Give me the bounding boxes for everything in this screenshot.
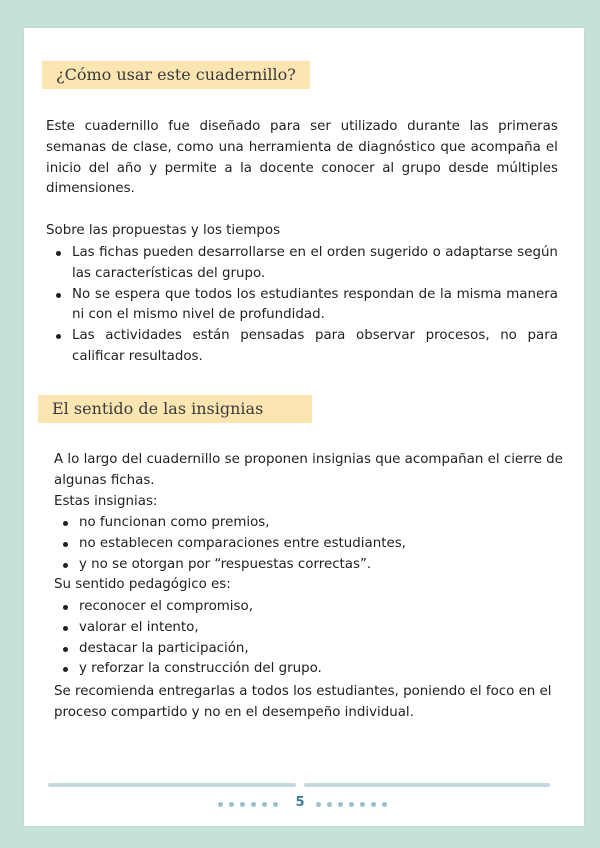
intro-line: semanas de clase, como una herramienta de diagnóstico que acompaña el: [46, 139, 558, 155]
list-item: valorar el intento,: [79, 618, 322, 639]
closing-paragraph: [54, 682, 552, 724]
list-item-line: calificar resultados.: [72, 348, 203, 364]
dot-icon: [349, 802, 354, 807]
bullet-icon: [56, 293, 61, 298]
bullet-icon: [63, 647, 68, 652]
section-heading-how-to-use: ¿Cómo usar este cuadernillo?: [42, 61, 310, 89]
dot-icon: [240, 802, 245, 807]
footer-divider-left: [48, 783, 296, 787]
badges-intro-line: algunas fichas.: [54, 472, 155, 488]
dot-icon: [218, 802, 223, 807]
badges-intro-line: A lo largo del cuadernillo se proponen insignias que acompañan el cierre de: [54, 452, 563, 467]
intro-line: inicio del año y permite a la docente conocer al grupo desde múltiples: [46, 160, 558, 176]
dot-icon: [316, 802, 321, 807]
bullet-icon: [63, 521, 68, 526]
bullet-icon: [63, 563, 68, 568]
list-item-line: Las fichas pueden desarrollarse en el orden sugerido o adaptarse según: [72, 245, 558, 260]
dot-icon: [371, 802, 376, 807]
subheading-proposals: Sobre las propuestas y los tiempos: [46, 223, 281, 238]
list-item: [72, 285, 558, 327]
list-item-line: Las actividades están pensadas para observar procesos, no para: [72, 328, 558, 344]
pedagogic-sense-label: Su sentido pedagógico es:: [54, 577, 231, 592]
intro-line-last: dimensiones.: [46, 181, 135, 197]
proposals-list: [72, 243, 558, 368]
dot-icon: [229, 802, 234, 807]
bullet-icon: [63, 605, 68, 610]
dot-icon: [273, 802, 278, 807]
intro-paragraph: [46, 117, 558, 200]
bullet-icon: [63, 626, 68, 631]
bullet-icon: [56, 251, 61, 256]
list-item-line: las características del grupo.: [72, 265, 266, 281]
list-item: no establecen comparaciones entre estudiantes,: [79, 534, 406, 555]
list-item-line: No se espera que todos los estudiantes respondan de la misma manera: [72, 286, 558, 302]
list-item: reconocer el compromiso,: [79, 597, 322, 618]
list-item: y reforzar la construcción del grupo.: [79, 659, 322, 680]
dot-icon: [360, 802, 365, 807]
footer-divider-right: [304, 783, 550, 787]
dot-icon: [327, 802, 332, 807]
closing-line: proceso compartido y no en el desempeño individual.: [54, 704, 414, 720]
dot-icon: [382, 802, 387, 807]
page-number: 5: [295, 795, 305, 810]
bullet-icon: [63, 542, 68, 547]
intro-line: Este cuadernillo fue diseñado para ser utilizado durante las primeras: [46, 119, 558, 134]
list-item: no funcionan como premios,: [79, 513, 406, 534]
list-item-line: ni con el mismo nivel de profundidad.: [72, 307, 325, 323]
dot-icon: [262, 802, 267, 807]
badges-intro: [54, 450, 563, 512]
list-item: [72, 326, 558, 368]
list-item: destacar la participación,: [79, 639, 322, 660]
pedagogic-sense-list: [79, 597, 322, 680]
dot-icon: [338, 802, 343, 807]
badges-not-list: [79, 513, 406, 575]
section-heading-badges: El sentido de las insignias: [38, 395, 312, 423]
dot-icon: [251, 802, 256, 807]
list-item: y no se otorgan por “respuestas correctas”.: [79, 555, 406, 576]
closing-line: Se recomienda entregarlas a todos los estudiantes, poniendo el foco en el: [54, 684, 552, 699]
list-item: [72, 243, 558, 285]
badges-list-label: Estas insignias:: [54, 493, 158, 509]
